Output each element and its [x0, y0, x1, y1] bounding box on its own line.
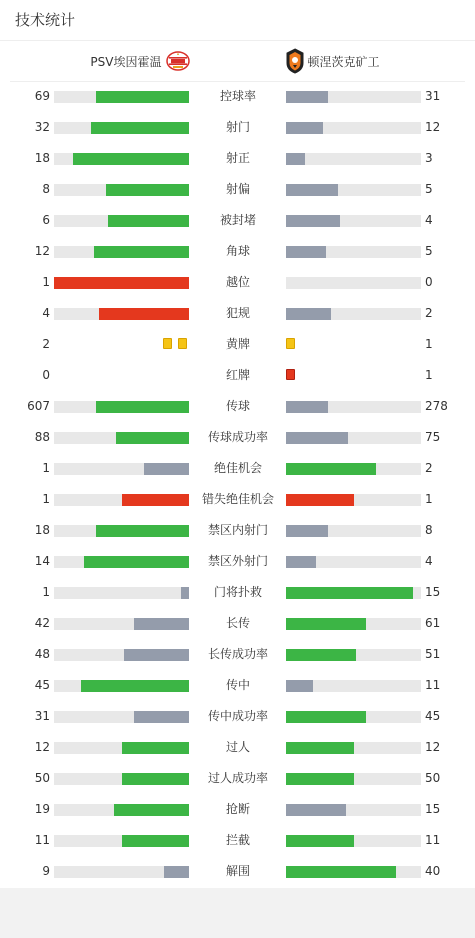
- away-team-name: 顿涅茨克矿工: [307, 54, 380, 69]
- home-bar-track: [54, 463, 189, 475]
- away-value: 45: [425, 709, 441, 723]
- home-value: 88: [34, 430, 50, 444]
- home-team[interactable]: [90, 41, 189, 81]
- stat-label: 长传: [225, 616, 250, 630]
- yellow-card-icon: [163, 338, 172, 349]
- away-bar-fill: [286, 711, 366, 723]
- stat-label: 射偏: [225, 182, 250, 196]
- home-bar-track: [54, 556, 189, 568]
- stat-row: [0, 205, 475, 236]
- home-value: 31: [34, 709, 50, 723]
- away-bar-fill: [286, 649, 356, 661]
- away-team[interactable]: [286, 41, 380, 81]
- away-bar-track: [286, 649, 421, 661]
- away-value: 5: [425, 182, 433, 196]
- home-bar-track: [54, 866, 189, 878]
- home-value: 9: [42, 864, 50, 878]
- teams-header: [10, 41, 465, 82]
- stat-row: [0, 422, 475, 453]
- stat-label: 过人: [225, 740, 250, 754]
- stat-label: 错失绝佳机会: [201, 492, 274, 506]
- stat-row: [0, 546, 475, 577]
- away-bar-track: [286, 835, 421, 847]
- away-value: 2: [425, 306, 433, 320]
- home-bar-fill: [114, 804, 189, 816]
- home-bar-track: [54, 91, 189, 103]
- away-bar-track: [286, 246, 421, 258]
- away-bar-fill: [286, 587, 413, 599]
- away-bar-track: [286, 215, 421, 227]
- away-bar-track: [286, 401, 421, 413]
- stat-label: 传球成功率: [207, 430, 268, 444]
- home-value: 1: [42, 585, 50, 599]
- away-bar-fill: [286, 835, 354, 847]
- away-bar-fill: [286, 153, 305, 165]
- away-value: 0: [425, 275, 433, 289]
- stats-list: [0, 81, 475, 887]
- home-value: 6: [42, 213, 50, 227]
- away-bar-track: [286, 122, 421, 134]
- home-value: 14: [34, 554, 50, 568]
- home-bar-track: [54, 277, 189, 289]
- home-bar-fill: [96, 525, 189, 537]
- away-value: 2: [425, 461, 433, 475]
- away-value: 4: [425, 213, 433, 227]
- stat-label: 抢断: [225, 802, 250, 816]
- away-value: 8: [425, 523, 433, 537]
- stat-label: 解围: [225, 864, 250, 878]
- home-value: 11: [34, 833, 50, 847]
- stat-label: 犯规: [225, 306, 250, 320]
- away-bar-fill: [286, 401, 328, 413]
- stat-label: 过人成功率: [207, 771, 268, 785]
- shakhtar-logo-icon: [286, 48, 304, 74]
- stat-row: [0, 763, 475, 794]
- home-bar-fill: [96, 91, 189, 103]
- stat-row: [0, 329, 475, 360]
- away-bar-track: [286, 804, 421, 816]
- home-value: 48: [34, 647, 50, 661]
- home-value: 18: [34, 523, 50, 537]
- away-value: 51: [425, 647, 441, 661]
- away-bar-track: [286, 184, 421, 196]
- stat-label: 传中: [225, 678, 250, 692]
- home-bar-fill: [94, 246, 189, 258]
- away-bar-track: [286, 432, 421, 444]
- away-bar-fill: [286, 215, 340, 227]
- away-bar-fill: [286, 742, 354, 754]
- stat-label: 禁区内射门: [207, 523, 268, 537]
- stat-label: 绝佳机会: [213, 461, 262, 475]
- home-value: 0: [42, 368, 50, 382]
- stat-row: [0, 112, 475, 143]
- home-bar-track: [54, 246, 189, 258]
- stat-row: [0, 360, 475, 391]
- home-bar-track: [54, 401, 189, 413]
- away-bar-track: [286, 866, 421, 878]
- away-bar-track: [286, 742, 421, 754]
- stat-label: 传球: [225, 399, 250, 413]
- away-bar-track: [286, 680, 421, 692]
- stat-label: 被封堵: [219, 213, 256, 227]
- away-value: 1: [425, 368, 433, 382]
- away-bar-fill: [286, 494, 354, 506]
- away-value: 11: [425, 678, 441, 692]
- home-value: 45: [34, 678, 50, 692]
- away-value: 31: [425, 89, 441, 103]
- away-bar-track: [286, 494, 421, 506]
- home-value: 2: [42, 337, 50, 351]
- home-bar-track: [54, 432, 189, 444]
- home-value: 19: [34, 802, 50, 816]
- home-value: 69: [34, 89, 50, 103]
- stat-row: [0, 267, 475, 298]
- home-bar-fill: [164, 866, 189, 878]
- home-bar-track: [54, 804, 189, 816]
- away-value: 50: [425, 771, 441, 785]
- away-bar-fill: [286, 432, 348, 444]
- home-value: 4: [42, 306, 50, 320]
- red-card-icon: [286, 369, 295, 380]
- home-bar-track: [54, 773, 189, 785]
- away-bar-track: [286, 711, 421, 723]
- stat-row: [0, 81, 475, 112]
- away-bar-track: [286, 153, 421, 165]
- yellow-card-icon: [178, 338, 187, 349]
- home-value: 607: [27, 399, 50, 413]
- away-bar-fill: [286, 122, 323, 134]
- away-value: 61: [425, 616, 441, 630]
- away-value: 15: [425, 585, 441, 599]
- stat-row: [0, 701, 475, 732]
- home-bar-track: [54, 494, 189, 506]
- stat-row: [0, 236, 475, 267]
- away-bar-track: [286, 773, 421, 785]
- stat-label: 门将扑救: [213, 585, 262, 599]
- home-bar-fill: [122, 494, 190, 506]
- away-value: 1: [425, 492, 433, 506]
- home-bar-track: [54, 525, 189, 537]
- stat-row: [0, 670, 475, 701]
- stat-row: [0, 608, 475, 639]
- stat-row: [0, 794, 475, 825]
- away-value: 278: [425, 399, 448, 413]
- away-bar-fill: [286, 91, 328, 103]
- home-bar-track: [54, 618, 189, 630]
- home-bar-track: [54, 587, 189, 599]
- away-bar-fill: [286, 556, 316, 568]
- stat-row: [0, 298, 475, 329]
- home-bar-fill: [96, 401, 189, 413]
- home-value: 42: [34, 616, 50, 630]
- stat-label: 控球率: [219, 89, 256, 103]
- away-value: 11: [425, 833, 441, 847]
- yellow-card-icon: [286, 338, 295, 349]
- stat-label: 传中成功率: [207, 709, 268, 723]
- home-bar-fill: [108, 215, 189, 227]
- home-bar-fill: [124, 649, 189, 661]
- stat-row: [0, 732, 475, 763]
- home-bar-track: [54, 308, 189, 320]
- away-bar-fill: [286, 308, 331, 320]
- home-bar-fill: [122, 742, 190, 754]
- away-bar-fill: [286, 804, 346, 816]
- away-value: 12: [425, 740, 441, 754]
- away-value: 5: [425, 244, 433, 258]
- stat-label: 长传成功率: [207, 647, 268, 661]
- home-bar-fill: [91, 122, 189, 134]
- away-value: 4: [425, 554, 433, 568]
- stat-label: 拦截: [225, 833, 250, 847]
- home-bar-track: [54, 122, 189, 134]
- home-bar-fill: [181, 587, 189, 599]
- stat-row: [0, 143, 475, 174]
- stat-row: [0, 515, 475, 546]
- home-value: 8: [42, 182, 50, 196]
- away-bar-track: [286, 587, 421, 599]
- away-bar-track: [286, 618, 421, 630]
- stat-label: 黄牌: [225, 337, 250, 351]
- stat-row: [0, 453, 475, 484]
- away-value: 75: [425, 430, 441, 444]
- stat-label: 禁区外射门: [207, 554, 268, 568]
- away-bar-track: [286, 463, 421, 475]
- away-bar-track: [286, 277, 421, 289]
- stat-row: [0, 391, 475, 422]
- page-title: 技术统计: [0, 0, 475, 41]
- stat-row: [0, 825, 475, 856]
- away-bar-track: [286, 556, 421, 568]
- stat-label: 射正: [225, 151, 250, 165]
- stat-label: 射门: [225, 120, 250, 134]
- home-value: 1: [42, 461, 50, 475]
- home-bar-fill: [81, 680, 189, 692]
- home-bar-track: [54, 742, 189, 754]
- home-bar-fill: [106, 184, 189, 196]
- home-team-name: PSV埃因霍温: [90, 54, 162, 69]
- home-bar-fill: [122, 835, 190, 847]
- home-value: 1: [42, 492, 50, 506]
- away-bar-fill: [286, 246, 326, 258]
- away-bar-fill: [286, 680, 313, 692]
- home-value: 18: [34, 151, 50, 165]
- away-bar-fill: [286, 184, 338, 196]
- stat-row: [0, 856, 475, 887]
- away-value: 12: [425, 120, 441, 134]
- away-bar-fill: [286, 463, 376, 475]
- psv-logo-icon: [166, 51, 190, 71]
- home-bar-track: [54, 215, 189, 227]
- away-value: 40: [425, 864, 441, 878]
- away-value: 15: [425, 802, 441, 816]
- away-value: 3: [425, 151, 433, 165]
- home-value: 12: [34, 740, 50, 754]
- home-bar-fill: [134, 711, 189, 723]
- home-bar-fill: [122, 773, 190, 785]
- home-bar-fill: [144, 463, 189, 475]
- away-bar-fill: [286, 618, 366, 630]
- home-value: 12: [34, 244, 50, 258]
- away-bar-fill: [286, 773, 354, 785]
- home-bar-track: [54, 153, 189, 165]
- away-bar-track: [286, 525, 421, 537]
- away-bar-fill: [286, 525, 328, 537]
- home-value: 50: [34, 771, 50, 785]
- stat-label: 越位: [225, 275, 250, 289]
- home-value: 1: [42, 275, 50, 289]
- home-bar-track: [54, 649, 189, 661]
- away-bar-track: [286, 91, 421, 103]
- stat-label: 红牌: [225, 368, 250, 382]
- stat-row: [0, 484, 475, 515]
- home-bar-fill: [54, 277, 189, 289]
- stat-label: 角球: [225, 244, 250, 258]
- home-bar-fill: [134, 618, 189, 630]
- home-bar-track: [54, 184, 189, 196]
- away-bar-track: [286, 308, 421, 320]
- home-bar-track: [54, 711, 189, 723]
- home-bar-track: [54, 680, 189, 692]
- stat-row: [0, 577, 475, 608]
- home-bar-track: [54, 835, 189, 847]
- home-value: 32: [34, 120, 50, 134]
- stat-row: [0, 639, 475, 670]
- stat-row: [0, 174, 475, 205]
- home-bar-fill: [73, 153, 189, 165]
- home-bar-fill: [99, 308, 189, 320]
- home-bar-fill: [116, 432, 189, 444]
- away-bar-fill: [286, 866, 396, 878]
- home-bar-fill: [84, 556, 189, 568]
- away-value: 1: [425, 337, 433, 351]
